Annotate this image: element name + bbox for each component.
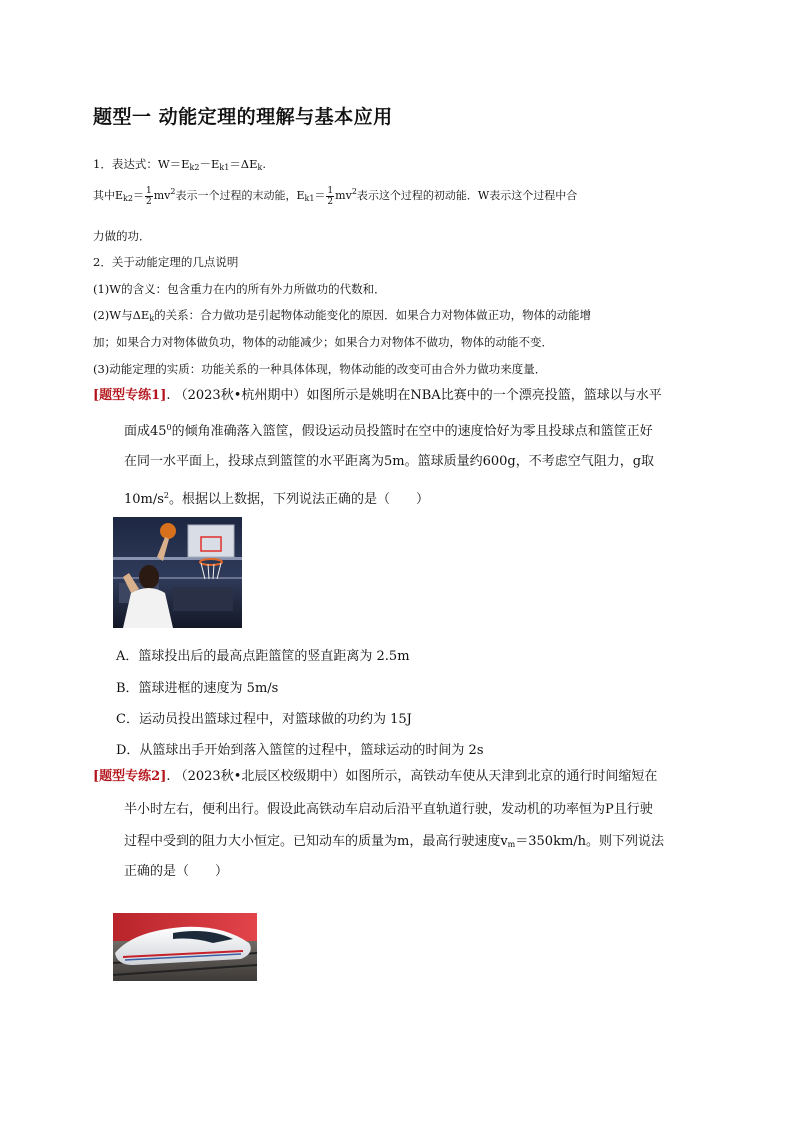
intro-line: (3)动能定理的实质：功能关系的一种具体体现，物体动能的改变可由合外力做功来度量． xyxy=(93,362,547,376)
question-1-line: $10m/s^2$。根据以上数据，下列说法正确的是（ ） xyxy=(124,491,430,507)
question-tag: [题型专练1] xyxy=(93,388,167,403)
question-1-line: 在同一水平面上，投球点到篮筐的水平距离为5m。篮球质量约600g，不考虑空气阻力，g取 xyxy=(124,454,655,469)
definition-line: 其中$E_{k2}=$ $\frac{1}{2}$ $mv^2$表示一个过程的末动能，$E_{k1}=$ $\frac{1}{2}$ $mv^2$表示这个过程的初动能．W表示这个过程中合 xyxy=(93,185,578,207)
intro-line: (1)W的含义：包含重力在内的所有外力所做功的代数和． xyxy=(93,282,386,296)
formula-line: 1．表达式：$W=E_{k2}-E_{k1}=\Delta E_k$. xyxy=(93,157,267,172)
question-2-line: [题型专练2]. （2023秋•北辰区校级期中）如图所示，高铁动车使从天津到北京的通行时间缩短在 xyxy=(93,769,658,784)
fraction-half: $\frac{1}{2}$ xyxy=(145,185,152,207)
train-photo xyxy=(113,913,257,981)
option-a: A．篮球投出后的最高点距篮筐的竖直距离为 2.5m xyxy=(116,649,410,664)
basketball-photo xyxy=(113,517,242,628)
intro-line: 2．关于动能定理的几点说明 xyxy=(93,255,239,269)
fraction-half: $\frac{1}{2}$ xyxy=(327,185,334,207)
question-2-line: 半小时左右，便利出行。假设此高铁动车启动后沿平直轨道行驶，发动机的功率恒为P且行驶 xyxy=(124,802,653,817)
intro-line: 加；如果合力对物体做负功，物体的动能减少；如果合力对物体不做功，物体的动能不变． xyxy=(93,335,553,349)
option-c: C．运动员投出篮球过程中，对篮球做的功约为 15J xyxy=(116,712,412,727)
question-tag: [题型专练2] xyxy=(93,769,167,784)
option-d: D．从篮球出手开始到落入篮筐的过程中，篮球运动的时间为 2s xyxy=(116,743,484,758)
question-1-line: [题型专练1]. （2023秋•杭州期中）如图所示是姚明在NBA比赛中的一个漂亮投篮，篮球以与水平 xyxy=(93,388,662,403)
question-1-line: 面成$45^0$的倾角准确落入篮筐，假设运动员投篮时在空中的速度恰好为零且投球点和篮筐正好 xyxy=(124,423,653,439)
intro-line: (2)W与$\Delta E_k$的关系：合力做功是引起物体动能变化的原因．如果合力对物体做正功，物体的动能增 xyxy=(93,308,592,323)
intro-line: 力做的功． xyxy=(93,229,151,243)
question-2-line: 过程中受到的阻力大小恒定。已知动车的质量为m，最高行驶速度$v_m=350km/h$。则下列说法 xyxy=(124,834,665,849)
option-b: B．篮球进框的速度为 5m/s xyxy=(116,681,279,696)
question-2-line: 正确的是（ ） xyxy=(124,864,229,879)
section-heading: 题型一 动能定理的理解与基本应用 xyxy=(93,106,393,128)
